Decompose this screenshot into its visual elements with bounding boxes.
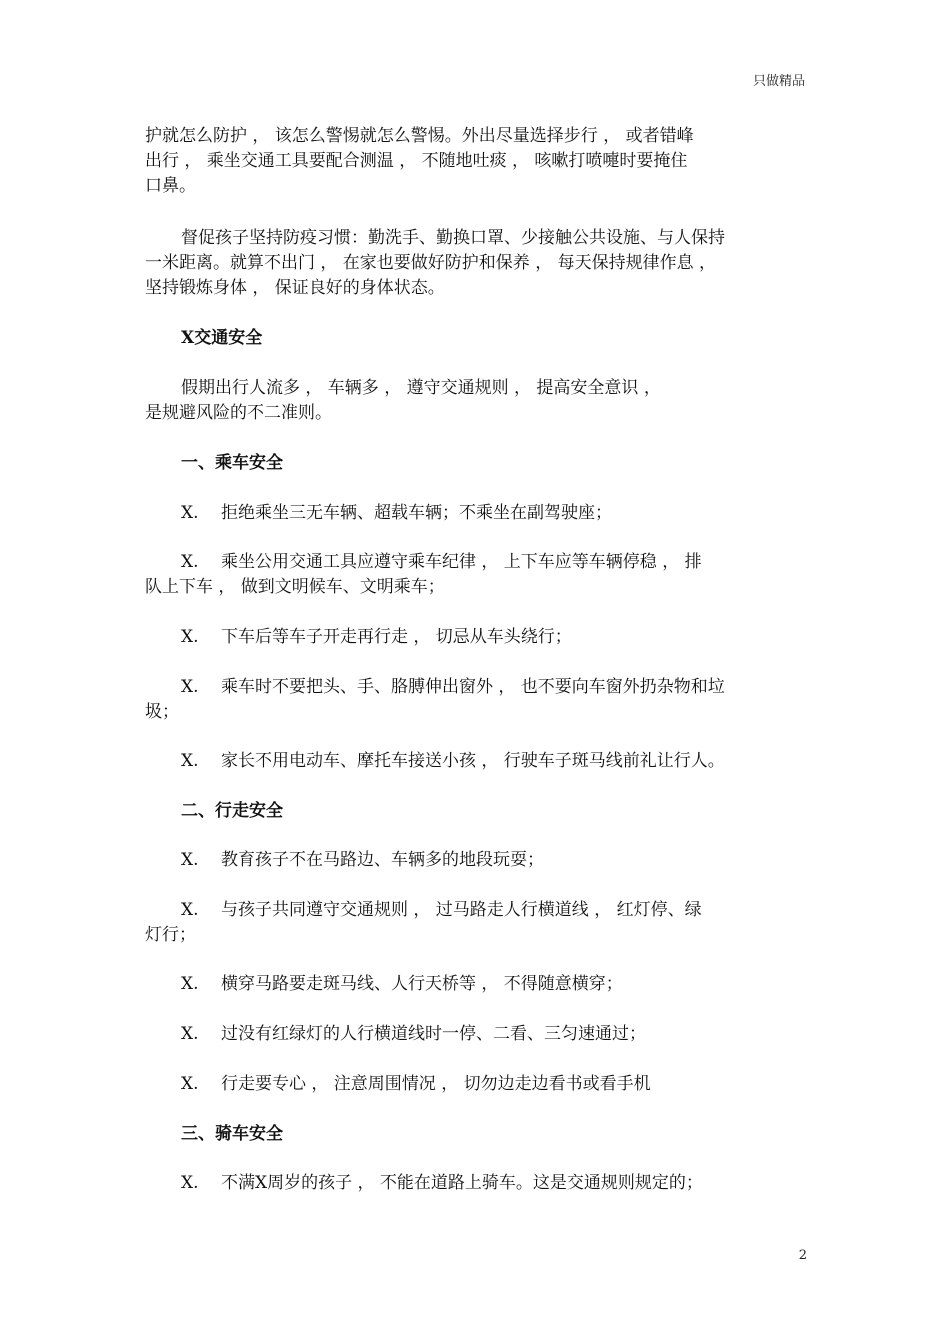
list-item: [145, 1171, 807, 1196]
item-number: X.: [181, 1024, 199, 1044]
item-text: 拒绝乘坐三无车辆、超载车辆；不乘坐在副驾驶座；: [221, 503, 612, 523]
paragraph-2: [145, 226, 807, 301]
item-number: X.: [181, 900, 199, 920]
item-number: X.: [181, 1173, 199, 1193]
list-item: [145, 848, 807, 873]
list-item: [145, 550, 807, 600]
paragraph-line: 出行 ， 乘坐交通工具要配合测温 ， 不随地吐痰 ， 咳嗽打喷嚏时要掩住: [145, 151, 688, 171]
item-number: X.: [181, 850, 199, 870]
heading-ride-safety: 一、乘车安全: [181, 453, 283, 473]
item-number: X.: [181, 751, 199, 771]
item-text: 教育孩子不在马路边、车辆多的地段玩耍；: [221, 850, 544, 870]
item-number: X.: [181, 627, 199, 647]
item-text: 下车后等车子开走再行走 ， 切忌从车头绕行；: [221, 627, 572, 647]
paragraph-line: 坚持锻炼身体 ， 保证良好的身体状态。: [145, 278, 445, 298]
paragraph-line: 假期出行人流多 ， 车辆多 ， 遵守交通规则 ， 提高安全意识 ，: [181, 378, 661, 398]
list-item: [145, 898, 807, 948]
item-number: X.: [181, 1074, 199, 1094]
paragraph-line: 一米距离。就算不出门 ， 在家也要做好防护和保养 ， 每天保持规律作息 ，: [145, 253, 717, 273]
item-text-continued: 圾；: [145, 702, 179, 722]
list-item: [145, 501, 807, 526]
item-text: 行走要专心 ， 注意周围情况 ， 切勿边走边看书或看手机: [221, 1074, 651, 1094]
list-item: [145, 749, 807, 774]
item-text: 乘坐公用交通工具应遵守乘车纪律 ， 上下车应等车辆停稳 ， 排: [221, 552, 702, 572]
list-item: [145, 625, 807, 650]
item-text: 家长不用电动车、摩托车接送小孩 ， 行驶车子斑马线前礼让行人。: [221, 751, 725, 771]
paragraph-line: 口鼻。: [145, 176, 196, 196]
item-number: X.: [181, 677, 199, 697]
paragraph-line: 护就怎么防护 ， 该怎么警惕就怎么警惕。外出尽量选择步行 ， 或者错峰: [145, 126, 694, 146]
item-text: 不满X周岁的孩子 ， 不能在道路上骑车。这是交通规则规定的；: [221, 1173, 703, 1193]
item-text-continued: 灯行；: [145, 925, 196, 945]
page-number: 2: [798, 1248, 807, 1263]
item-number: X.: [181, 503, 199, 523]
item-text: 乘车时不要把头、手、胳膊伸出窗外 ， 也不要向车窗外扔杂物和垃: [221, 677, 725, 697]
item-text: 与孩子共同遵守交通规则 ， 过马路走人行横道线 ， 红灯停、绿: [221, 900, 702, 920]
paragraph-line: 督促孩子坚持防疫习惯：勤洗手、勤换口罩、少接触公共设施、与人保持: [181, 228, 725, 248]
list-item: [145, 675, 807, 725]
heading-walk-safety: 二、行走安全: [181, 801, 283, 821]
item-text: 过没有红绿灯的人行横道线时一停、二看、三匀速通过；: [221, 1024, 646, 1044]
item-text: 横穿马路要走斑马线、人行天桥等 ， 不得随意横穿；: [221, 974, 623, 994]
paragraph-1: [145, 124, 807, 199]
list-item: [145, 1022, 807, 1047]
heading-bike-safety: 三、骑车安全: [181, 1124, 283, 1144]
list-item: [145, 972, 807, 997]
item-text-continued: 队上下车 ， 做到文明候车、文明乘车；: [145, 577, 445, 597]
paragraph-3: [145, 376, 807, 426]
paragraph-line: 是规避风险的不二准则。: [145, 403, 332, 423]
list-item: [145, 1072, 807, 1097]
header-note: 只做精品: [752, 74, 805, 89]
item-number: X.: [181, 974, 199, 994]
item-number: X.: [181, 552, 199, 572]
section-heading-traffic: X交通安全: [181, 328, 263, 348]
